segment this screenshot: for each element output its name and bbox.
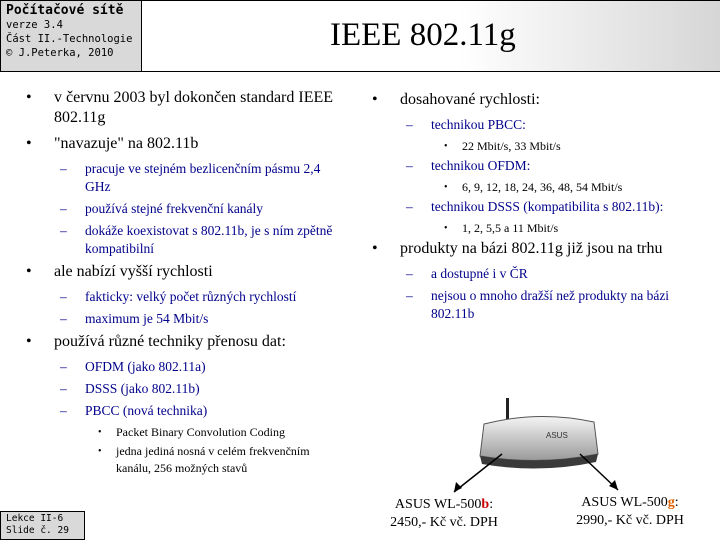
- sub-bullet-pbcc: – technikou PBCC:: [372, 116, 692, 134]
- sub-bullet: – maximum je 54 Mbit/s: [26, 310, 346, 328]
- sub-bullet: – nejsou o mnoho dražší než produkty na bázi 802.11b: [372, 287, 692, 323]
- sub-sub-bullet: • Packet Binary Convolution Coding: [26, 424, 346, 441]
- caption-wl500b: [378, 496, 510, 532]
- arrow-right-head: [609, 480, 618, 490]
- bullet-navazuje: • "navazuje" na 802.11b: [26, 134, 346, 154]
- router-logo: ASUS: [546, 431, 568, 440]
- caption-b-suffix: b: [481, 497, 490, 512]
- arrow-left-head: [454, 482, 462, 492]
- left-column: [26, 88, 346, 479]
- caption-g-colon: :: [674, 495, 679, 510]
- sub-bullet: – dokáže koexistovat s 802.11b, je s ním zpětně kompatibilní: [26, 222, 346, 258]
- arrows: [440, 450, 630, 500]
- sub-bullet: – pracuje ve stejném bezlicenčním pásmu 2,4 GHz: [26, 160, 346, 196]
- sub-bullet: – používá stejné frekvenční kanály: [26, 200, 346, 218]
- slide-info-box: [0, 511, 85, 540]
- sub-bullet: – PBCC (nová technika): [26, 402, 346, 420]
- sub-bullet: – OFDM (jako 802.11a): [26, 358, 346, 376]
- title-bar: [142, 0, 720, 72]
- bullet-techniky: • používá různé techniky přenosu dat:: [26, 332, 346, 352]
- sub-bullet: – fakticky: velký počet různých rychlostí: [26, 288, 346, 306]
- course-name: Počítačové sítě: [6, 3, 124, 18]
- caption-g-model: ASUS WL-500: [581, 495, 668, 510]
- caption-wl500g: [560, 494, 700, 530]
- value-pbcc: • 22 Mbit/s, 33 Mbit/s: [372, 138, 692, 155]
- sub-bullet: – a dostupné i v ČR: [372, 265, 692, 283]
- sub-bullet-dsss: – technikou DSSS (kompatibilita s 802.11b):: [372, 198, 692, 216]
- sub-sub-bullet: • jedna jediná nosná v celém frekvenčním kanálu, 256 možných stavů: [26, 443, 346, 477]
- sub-bullet: – DSSS (jako 802.11b): [26, 380, 346, 398]
- sub-bullet-ofdm: – technikou OFDM:: [372, 157, 692, 175]
- slide-number: Slide č. 29: [6, 525, 69, 536]
- caption-g-suffix: g: [667, 495, 675, 510]
- caption-b-colon: :: [489, 497, 494, 512]
- bullet-dosahovane: • dosahované rychlosti:: [372, 90, 692, 110]
- bullet-standard: • v červnu 2003 byl dokončen standard IEEE 802.11g: [26, 88, 346, 128]
- slide-title: IEEE 802.11g: [330, 17, 516, 53]
- version-label: verze 3.4: [6, 19, 63, 31]
- bullet-produkty: • produkty na bázi 802.11g již jsou na trhu: [372, 239, 692, 259]
- lesson-label: Lekce II-6: [6, 513, 64, 524]
- bullet-rychlosti: • ale nabízí vyšší rychlosti: [26, 262, 346, 282]
- value-dsss: • 1, 2, 5,5 a 11 Mbit/s: [372, 220, 692, 237]
- right-column: [372, 90, 692, 327]
- course-info-box: [0, 0, 142, 72]
- part-label: Část II.-Technologie: [6, 33, 133, 45]
- caption-g-price: 2990,- Kč vč. DPH: [576, 513, 684, 528]
- caption-b-model: ASUS WL-500: [394, 497, 482, 512]
- arrow-left-line: [454, 454, 502, 492]
- caption-b-price: 2450,- Kč vč. DPH: [390, 515, 498, 530]
- copyright-label: © J.Peterka, 2010: [6, 47, 114, 59]
- value-ofdm: • 6, 9, 12, 18, 24, 36, 48, 54 Mbit/s: [372, 179, 692, 196]
